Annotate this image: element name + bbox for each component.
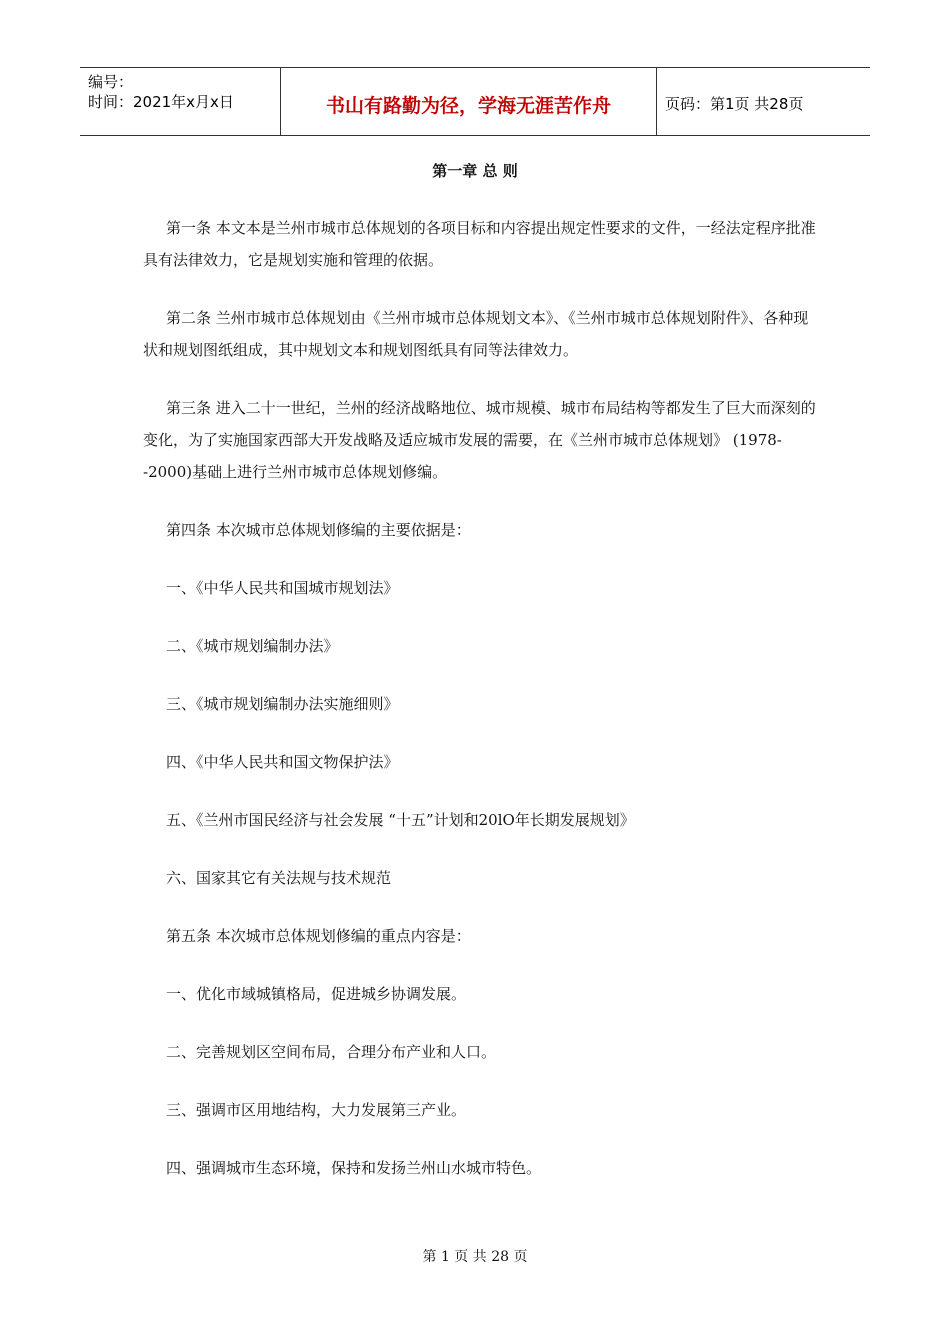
page-footer: 第 1 页 共 28 页	[422, 1249, 528, 1265]
time-label: 时间：2021年x月x日	[88, 93, 234, 111]
list-item: 三、强调市区用地结构，大力发展第三产业。	[166, 1101, 467, 1119]
page-header	[80, 67, 870, 136]
list-item: 六、国家其它有关法规与技术规范	[166, 869, 392, 887]
list-item: 一、《中华人民共和国城市规划法》	[166, 579, 399, 597]
article-4: 第四条 本次城市总体规划修编的主要依据是：	[166, 521, 471, 539]
article-2: 第二条 兰州市城市总体规划由《兰州市城市总体规划文本》、《兰州市城市总体规划附件》、各种现状和规划图纸组成，其中规划文本和规划图纸具有同等法律效力。	[143, 309, 809, 359]
header-meta	[80, 68, 281, 135]
list-item: 一、优化市域城镇格局，促进城乡协调发展。	[166, 985, 467, 1003]
number-label: 编号：	[88, 73, 134, 91]
article-3: 第三条 进入二十一世纪，兰州的经济战略地位、城市规模、城市布局结构等都发生了巨大而深刻的变化，为了实施国家西部大开发战略及适应城市发展的需要，在《兰州市城市总体规划》 (1978--2000)基础上进行兰州市城市总体规划修编。	[143, 399, 816, 481]
document-body	[143, 212, 823, 1184]
list-item: 二、《城市规划编制办法》	[166, 637, 339, 655]
article-1: 第一条 本文本是兰州市城市总体规划的各项目标和内容提出规定性要求的文件，一经法定程序批准具有法律效力，它是规划实施和管理的依据。	[143, 219, 816, 269]
list-item: 三、《城市规划编制办法实施细则》	[166, 695, 399, 713]
article-5: 第五条 本次城市总体规划修编的重点内容是：	[166, 927, 471, 945]
list-item: 四、强调城市生态环境，保持和发扬兰州山水城市特色。	[166, 1159, 542, 1177]
header-page-info: 页码：第1页 共28页	[665, 95, 804, 113]
chapter-title: 第一章 总 则	[432, 162, 518, 180]
list-item: 二、完善规划区空间布局，合理分布产业和人口。	[166, 1043, 497, 1061]
list-item: 四、《中华人民共和国文物保护法》	[166, 753, 399, 771]
header-motto: 书山有路勤为径，学海无涯苦作舟	[281, 68, 657, 135]
list-item: 五、《兰州市国民经济与社会发展 “十五”计划和20lO年长期发展规划》	[166, 811, 635, 829]
